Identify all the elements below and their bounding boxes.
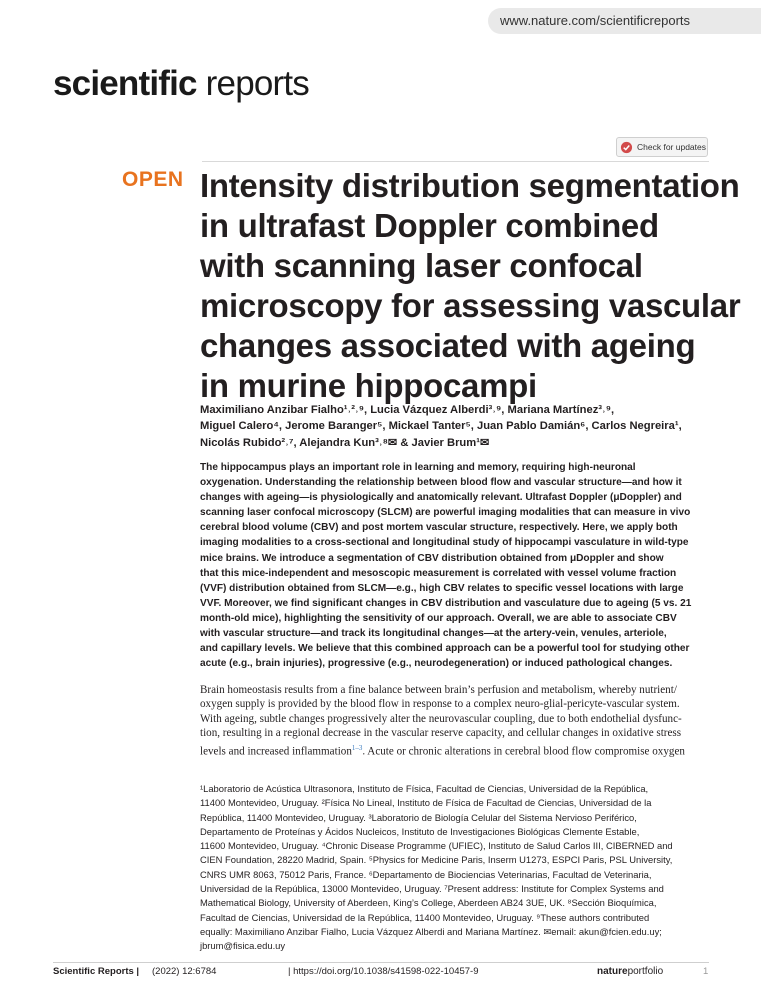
publisher-logo bbox=[597, 966, 663, 978]
abstract-line: acute (e.g., brain injuries), progressive (e.g., neurodegeneration) or induced pathological changes. bbox=[200, 658, 673, 670]
body-line: oxygen supply is provided by the blood flow in response to a complex neuro-glial-pericyte-vascular system. bbox=[200, 698, 680, 711]
abstract-line: oxygenation. Understanding the relationship between blood flow and vascular structure—and how it bbox=[200, 477, 682, 489]
affiliation-line: República, 11400 Montevideo, Uruguay. ³Laboratorio de Biología Celular del Sistema Nervioso Periférico, bbox=[200, 811, 637, 823]
affiliations bbox=[200, 782, 712, 954]
body-line: With ageing, subtle changes progressively alter the neurovascular coupling, due to both endothelial dysfunc- bbox=[200, 712, 682, 725]
body-text-segment: . Acute or chronic alterations in cerebral blood flow compromise oxygen bbox=[362, 745, 685, 758]
body-text-segment: levels and increased inflammation bbox=[200, 745, 352, 758]
publisher-logo-light: portfolio bbox=[627, 966, 664, 977]
affiliation-line: CNRS UMR 8063, 75012 Paris, France. ⁶Departamento de Biociencias Veterinarias, Facultad de Veterinaria, bbox=[200, 868, 652, 880]
journal-logo-light: reports bbox=[205, 64, 310, 103]
title-line: in murine hippocampi bbox=[200, 367, 537, 404]
author-line: Miguel Calero⁴, Jerome Baranger⁵, Mickael Tanter⁵, Juan Pablo Damián⁶, Carlos Negreira¹, bbox=[200, 420, 682, 433]
abstract-line: month-old mice), highlighting the sensitivity of our approach. Overall, we are able to associate CBV bbox=[200, 612, 677, 624]
article-title bbox=[200, 166, 741, 406]
abstract-line: The hippocampus plays an important role in learning and memory, requiring high-neuronal bbox=[200, 462, 636, 473]
abstract-line: (VVF) distribution obtained from SLCM—e.g., high CBV relates to specific vessel locations with large bbox=[200, 582, 684, 594]
body-paragraph bbox=[200, 683, 712, 759]
affiliation-line: CIEN Foundation, 28220 Madrid, Spain. ⁵Physics for Medicine Paris, Inserm U1273, ESPCI Paris, PSL University, bbox=[200, 854, 673, 866]
affiliation-line: Mathematical Biology, University of Aberdeen, King’s College, Aberdeen AB24 3UE, UK. ⁸Sección Bioquímica, bbox=[200, 897, 657, 909]
publisher-logo-bold: nature bbox=[597, 966, 628, 977]
body-line bbox=[200, 741, 712, 759]
body-line: tion, resulting in a regional decrease in the vascular reserve capacity, and cellular changes in oxidative stress bbox=[200, 727, 682, 740]
affiliation-line: 11600 Montevideo, Uruguay. ⁴Chronic Disease Programme (UFIEC), Instituto de Salud Carlos III, CIBERNED and bbox=[200, 840, 673, 852]
abstract-line: mice brains. We introduce a segmentation of CBV distribution obtained from μDoppler and show bbox=[200, 552, 664, 564]
check-updates-icon bbox=[620, 141, 633, 154]
title-line: changes associated with ageing bbox=[200, 327, 696, 364]
abstract-line: cerebral blood volume (CBV) and post mortem vascular structure, respectively. Here, we apply both bbox=[200, 522, 678, 534]
header-divider bbox=[202, 161, 709, 162]
author-line: Nicolás Rubido²˒⁷, Alejandra Kun³˒⁸✉ & Javier Brum¹✉ bbox=[200, 436, 490, 449]
citation-link[interactable]: 1–3 bbox=[351, 743, 363, 752]
affiliation-line: jbrum@fisica.edu.uy bbox=[200, 940, 286, 952]
affiliation-line: Universidad de la República, 13000 Montevideo, Uruguay. ⁷Present address: Institute for Complex Systems and bbox=[200, 883, 664, 895]
check-updates-label: Check for updates bbox=[637, 142, 706, 152]
journal-url-badge[interactable] bbox=[488, 8, 761, 34]
title-line: in ultrafast Doppler combined bbox=[200, 207, 659, 244]
footer-volume: (2022) 12:6784 bbox=[152, 966, 217, 977]
affiliation-line: ¹Laboratorio de Acústica Ultrasonora, Instituto de Física, Facultad de Ciencias, Universidad de la República, bbox=[200, 783, 649, 794]
abstract-line: with vascular structure—and track its longitudinal changes—at the artery-vein, venules, arteriole, bbox=[200, 628, 667, 640]
body-line: Brain homeostasis results from a fine balance between brain’s perfusion and metabolism, whereby nutrient/ bbox=[200, 684, 677, 696]
footer-journal-name: Scientific Reports | bbox=[53, 966, 140, 977]
journal-url[interactable]: www.nature.com/scientificreports bbox=[500, 13, 691, 28]
abstract bbox=[200, 460, 712, 671]
affiliation-line: Facultad de Ciencias, Universidad de la República, 11400 Montevideo, Uruguay. ⁹These authors contributed bbox=[200, 911, 650, 923]
footer-divider bbox=[53, 962, 709, 963]
abstract-line: imaging modalities to a cross-sectional and longitudinal study of hippocampi vasculature in wild-type bbox=[200, 537, 689, 549]
title-line: microscopy for assessing vascular bbox=[200, 287, 741, 324]
affiliation-line: Departamento de Proteínas y Ácidos Nucleicos, Instituto de Investigaciones Biológicas Clemente Estable, bbox=[200, 825, 640, 837]
affiliation-line: 11400 Montevideo, Uruguay. ²Física No Lineal, Instituto de Física de Facultad de Ciencias, Universidad de la bbox=[200, 797, 652, 809]
author-list bbox=[200, 402, 720, 451]
open-access-label: OPEN bbox=[122, 168, 184, 191]
abstract-line: changes with ageing—is physiologically and anatomically relevant. Ultrafast Doppler (μDoppler) and bbox=[200, 492, 682, 504]
affiliation-line: equally: Maximiliano Anzibar Fialho, Lucia Vázquez Alberdi and Mariana Martínez. ✉email: akun@fcien.edu.uy; bbox=[200, 925, 662, 937]
title-line: with scanning laser confocal bbox=[200, 247, 643, 284]
check-for-updates-button[interactable] bbox=[616, 137, 708, 157]
abstract-line: scanning laser confocal microscopy (SLCM) are powerful imaging modalities that can measure in vivo bbox=[200, 507, 691, 519]
page-number: 1 bbox=[703, 966, 709, 977]
journal-logo bbox=[53, 62, 309, 106]
abstract-line: VVF. Moreover, we find significant changes in CBV distribution and vasculature due to ageing (5 vs. 21 bbox=[200, 597, 692, 609]
abstract-line: that this mice-independent and mesoscopic measurement is correlated with vessel volume fraction bbox=[200, 567, 677, 579]
title-line: Intensity distribution segmentation bbox=[200, 167, 740, 204]
journal-logo-bold: scientific bbox=[53, 64, 197, 103]
author-line: Maximiliano Anzibar Fialho¹˒²˒⁹, Lucia Vázquez Alberdi³˒⁹, Mariana Martínez³˒⁹, bbox=[200, 404, 615, 416]
abstract-line: and capillary levels. We believe that this combined approach can be a powerful tool for studying other bbox=[200, 643, 690, 655]
footer-doi-link[interactable]: | https://doi.org/10.1038/s41598-022-10457-9 bbox=[288, 966, 479, 977]
